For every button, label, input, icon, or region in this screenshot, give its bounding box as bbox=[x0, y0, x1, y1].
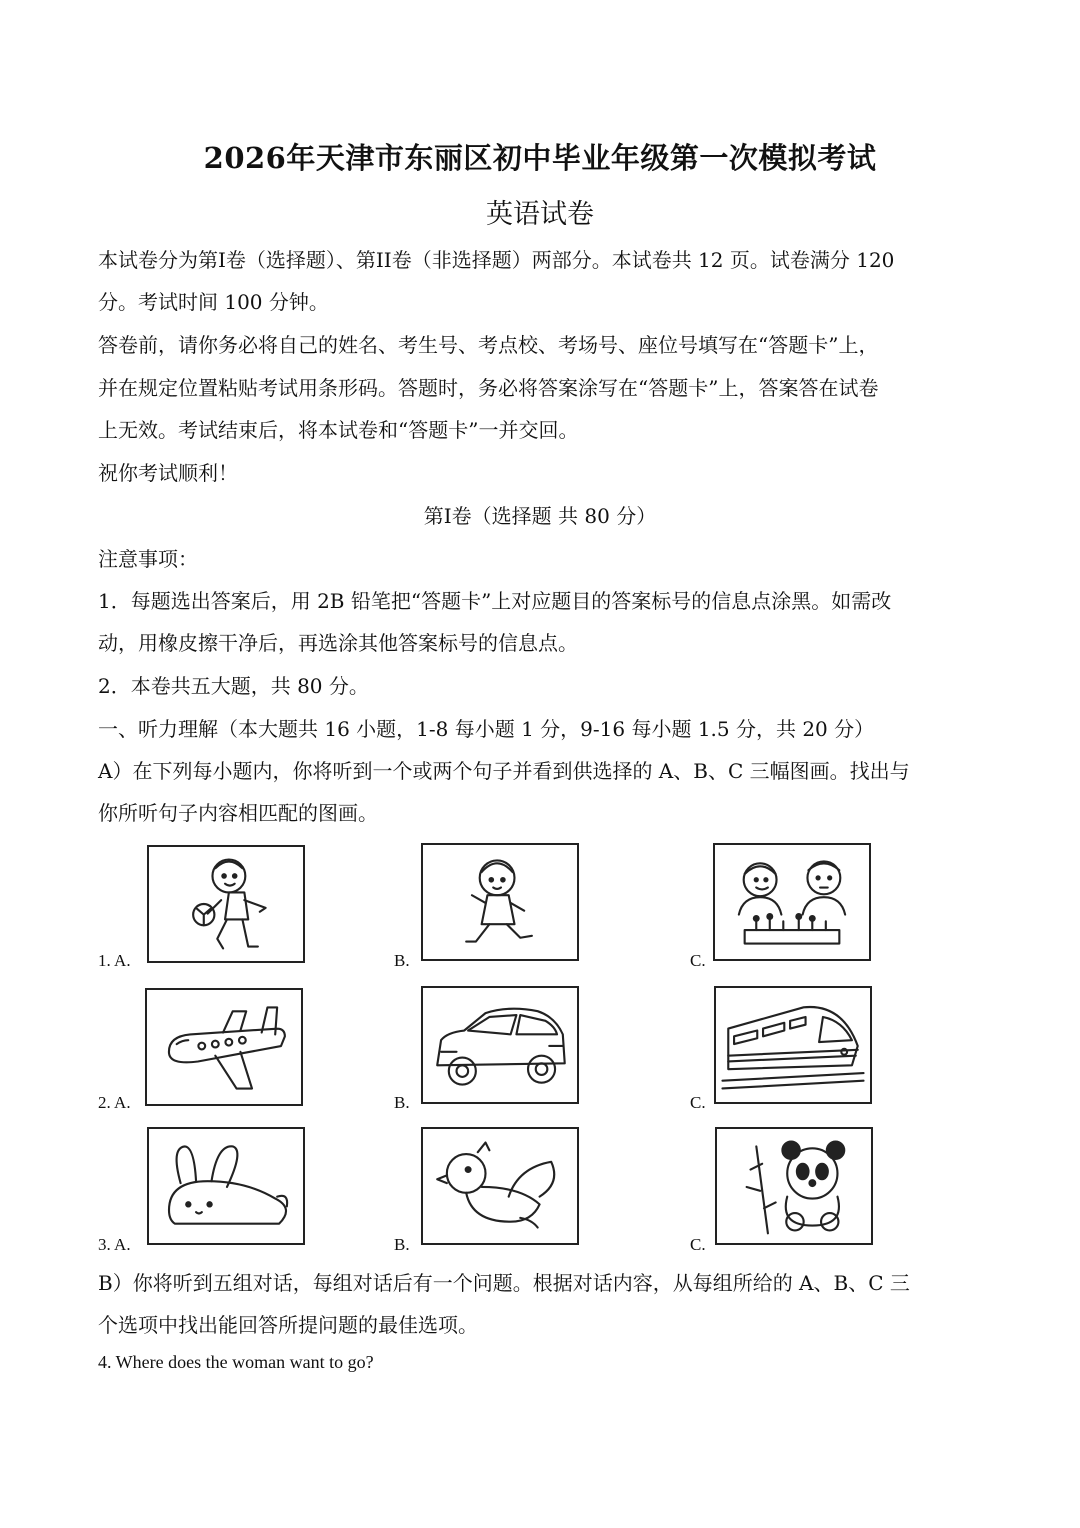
q3-c-label: C. bbox=[690, 1235, 706, 1254]
panda-icon bbox=[715, 1127, 873, 1245]
boy-running-icon bbox=[421, 843, 579, 961]
note-1-line-2: 动，用橡皮擦干净后，再选涂其他答案标号的信息点。 bbox=[98, 631, 578, 655]
part-b-line-2: 个选项中找出能回答所提问题的最佳选项。 bbox=[98, 1313, 478, 1337]
part-a-line-1: A）在下列每小题内，你将听到一个或两个句子并看到供选择的 A、B、C 三幅图画。找出与 bbox=[98, 759, 910, 783]
exam-subtitle: 英语试卷 bbox=[486, 199, 594, 230]
note-1-line-1: 1．每题选出答案后，用 2B 铅笔把“答题卡”上对应题目的答案标号的信息点涂黑。如需改 bbox=[98, 589, 892, 613]
notice-heading: 注意事项： bbox=[98, 547, 198, 571]
intro-line-2: 分。考试时间 100 分钟。 bbox=[98, 290, 329, 314]
train-icon bbox=[714, 986, 872, 1104]
q3-a-label: 3. A. bbox=[98, 1235, 131, 1254]
q1-c-label: C. bbox=[690, 951, 706, 970]
part-a-line-2: 你所听句子内容相匹配的图画。 bbox=[98, 801, 378, 825]
intro-line-5: 上无效。考试结束后，将本试卷和“答题卡”一并交回。 bbox=[98, 418, 579, 442]
airplane-icon bbox=[145, 988, 303, 1106]
q1-a-label: 1. A. bbox=[98, 951, 131, 970]
intro-line-4: 并在规定位置粘贴考试用条形码。答题时，务必将答案涂写在“答题卡”上，答案答在试卷 bbox=[98, 376, 879, 400]
q2-b-label: B. bbox=[394, 1093, 410, 1112]
note-2: 2．本卷共五大题，共 80 分。 bbox=[98, 674, 369, 698]
q3-b-label: B. bbox=[394, 1235, 410, 1254]
bird-icon bbox=[421, 1127, 579, 1245]
boy-playing-soccer-icon bbox=[147, 845, 305, 963]
q2-c-label: C. bbox=[690, 1093, 706, 1112]
question-4: 4. Where does the woman want to go? bbox=[98, 1352, 374, 1372]
intro-line-6: 祝你考试顺利！ bbox=[98, 461, 238, 485]
section-heading: 第I卷（选择题 共 80 分） bbox=[423, 504, 657, 528]
q2-a-label: 2. A. bbox=[98, 1093, 131, 1112]
part-b-line-1: B）你将听到五组对话，每组对话后有一个问题。根据对话内容，从每组所给的 A、B、C 三 bbox=[98, 1271, 910, 1295]
q1-b-label: B. bbox=[394, 951, 410, 970]
car-icon bbox=[421, 986, 579, 1104]
exam-title: 2026年天津市东丽区初中毕业年级第一次模拟考试 bbox=[203, 141, 877, 175]
intro-line-1: 本试卷分为第I卷（选择题）、第II卷（非选择题）两部分。本试卷共 12 页。试卷满分 120 bbox=[98, 248, 895, 272]
rabbit-icon bbox=[147, 1127, 305, 1245]
intro-line-3: 答卷前，请你务必将自己的姓名、考生号、考点校、考场号、座位号填写在“答题卡”上， bbox=[98, 333, 879, 357]
part-1-heading: 一、听力理解（本大题共 16 小题，1-8 每小题 1 分，9-16 每小题 1.5 分，共 20 分） bbox=[98, 717, 875, 741]
men-playing-chess-icon bbox=[713, 843, 871, 961]
